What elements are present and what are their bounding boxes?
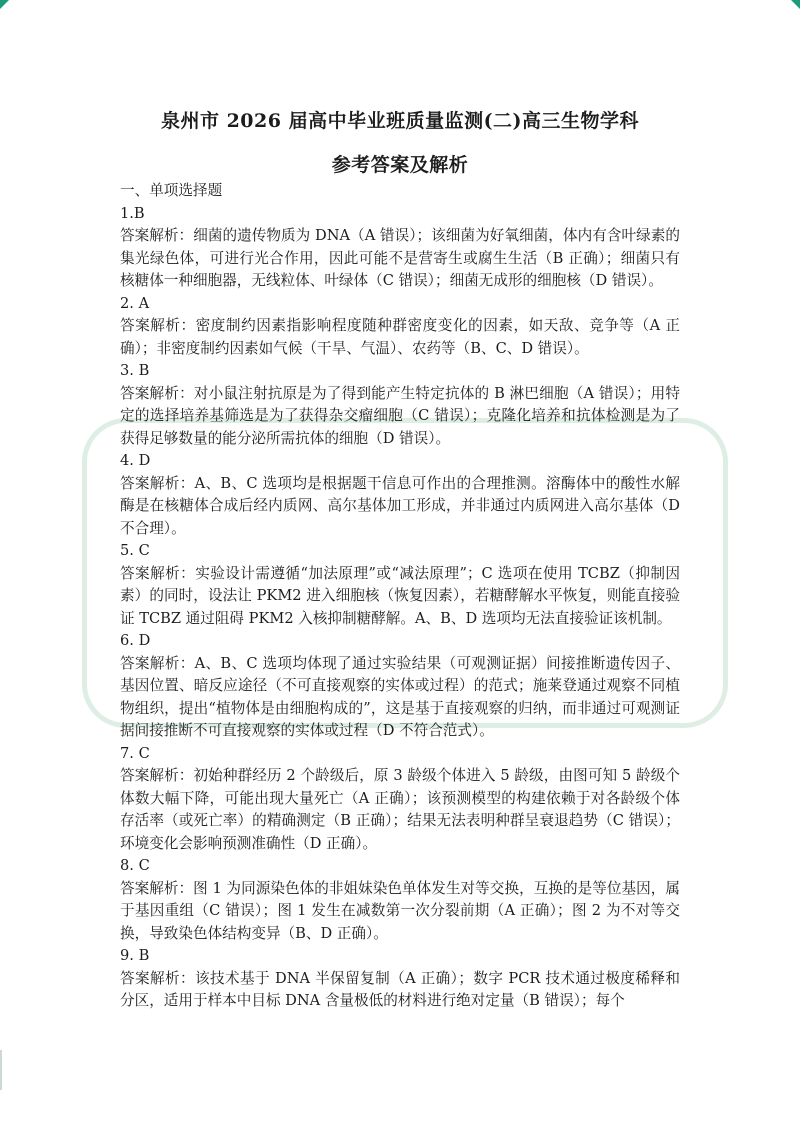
answer-explanation: 答案解析：A、B、C 选项均是根据题干信息可作出的合理推测。溶酶体中的酸性水解酶是在核糖体合成后经内质网、高尔基体加工形成，并非通过内质网进入高尔基体（D 不合理）。 xyxy=(120,474,680,537)
answer-explanation: 答案解析：细菌的遗传物质为 DNA（A 错误）；该细菌为好氧细菌，体内有含叶绿素的集光绿色体，可进行光合作用，因此可能不是营寄生或腐生生活（B 正确）；细菌只有核糖体一种细胞器，无线粒体、叶绿体（C 错误）；细菌无成形的细胞核（D 错误）。 xyxy=(120,227,680,289)
answer-key: 2. A xyxy=(120,294,150,312)
answer-explanation: 答案解析：对小鼠注射抗原是为了得到能产生特定抗体的 B 淋巴细胞（A 错误）；用特定的选择培养基筛选是为了获得杂交瘤细胞（C 错误）；克隆化培养和抗体检测是为了获得足够数量的能分泌所需抗体的细胞（D 错误）。 xyxy=(120,384,680,447)
section-heading: 一、单项选择题 xyxy=(120,182,223,199)
left-edge-mark xyxy=(0,1050,2,1090)
answer-key: 7. C xyxy=(120,744,150,762)
answer-explanation: 答案解析：图 1 为同源染色体的非姐妹染色单体发生对等交换，互换的是等位基因，属于基因重组（C 错误）；图 1 发生在减数第一次分裂前期（A 正确）；图 2 为不对等交换，导致染色体结构变异（B、D 正确）。 xyxy=(120,879,680,942)
document-title: 泉州市 2026 届高中毕业班质量监测(二)高三生物学科 xyxy=(160,110,640,132)
answer-key: 4. D xyxy=(120,452,151,469)
answer-explanation: 答案解析：A、B、C 选项均体现了通过实验结果（可观测证据）间接推断遗传因子、基因位置、暗反应途径（不可直接观察的实体或过程）的范式；施莱登通过观察不同植物组织，提出“植物体是由细胞构成的”，这是基于直接观察的归纳，而非通过可观测证据间接推断不可直接观察的实体或过程（D 不符合范式）。 xyxy=(120,654,680,739)
answer-explanation: 答案解析：初始种群经历 2 个龄级后，原 3 龄级个体进入 5 龄级，由图可知 5 龄级个体数大幅下降，可能出现大量死亡（A 正确）；该预测模型的构建依赖于对各龄级个体存活率（或死亡率）的精确测定（B 正确）；结果无法表明种群呈衰退趋势（C 错误）；环境变化会影响预测准确性（D 正确）。 xyxy=(120,767,680,852)
answer-explanation: 答案解析：该技术基于 DNA 半保留复制（A 正确）；数字 PCR 技术通过极度稀释和分区，适用于样本中目标 DNA 含量极低的材料进行绝对定量（B 错误）；每个 xyxy=(120,969,680,1009)
answer-key: 1.B xyxy=(120,204,145,222)
answer-key: 9. B xyxy=(120,947,150,964)
answer-key: 3. B xyxy=(120,362,150,379)
corner-marker-top-right xyxy=(791,0,800,9)
corner-marker-top-left xyxy=(0,0,9,9)
answer-key: 6. D xyxy=(120,632,151,649)
answer-explanation: 答案解析：实验设计需遵循“加法原理”或“减法原理”；C 选项在使用 TCBZ（抑制因素）的同时，设法让 PKM2 进入细胞核（恢复因素），若糖酵解水平恢复，则能直接验证 TCBZ 通过阻碍 PKM2 入核抑制糖酵解。A、B、D 选项均无法直接验证该机制。 xyxy=(120,564,680,627)
answer-explanation: 答案解析：密度制约因素指影响程度随种群密度变化的因素，如天敌、竞争等（A 正确）；非密度制约因素如气候（干旱、气温）、农药等（B、C、D 错误）。 xyxy=(120,317,680,357)
answer-body xyxy=(120,180,680,1013)
document-subtitle: 参考答案及解析 xyxy=(331,154,469,176)
answer-key: 5. C xyxy=(120,542,150,559)
answer-key: 8. C xyxy=(120,857,150,874)
